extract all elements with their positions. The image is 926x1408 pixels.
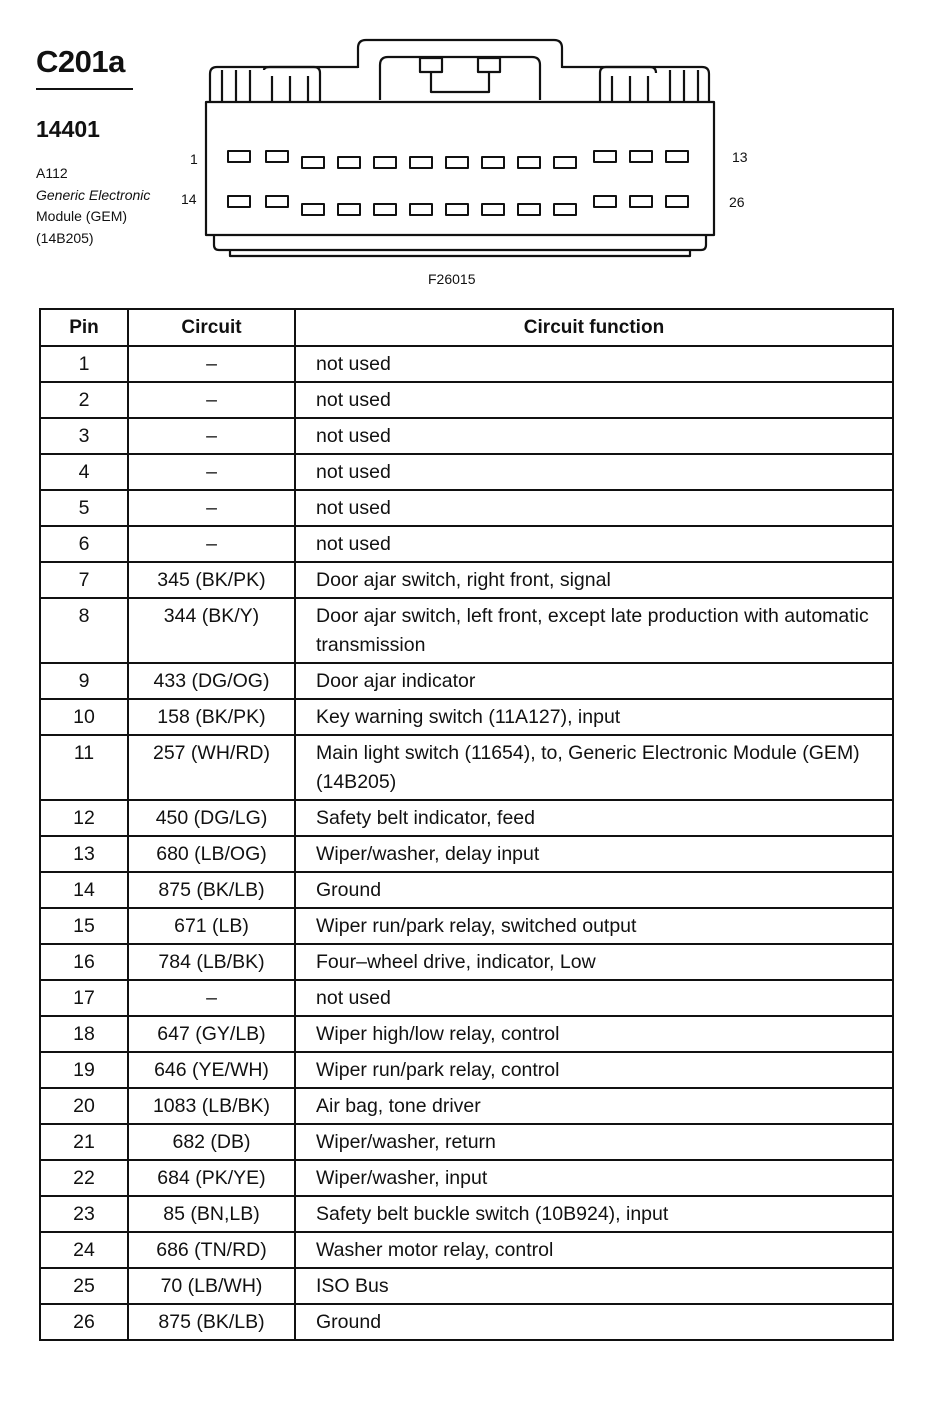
circuit-cell: 671 (LB)	[128, 908, 295, 944]
table-row	[40, 1124, 893, 1160]
circuit-cell: –	[128, 418, 295, 454]
function-cell: Door ajar switch, left front, except late production with automatic transmission	[295, 598, 893, 663]
pin-cell: 26	[40, 1304, 128, 1340]
table-row	[40, 1232, 893, 1268]
table-row	[40, 1196, 893, 1232]
function-cell: Wiper/washer, delay input	[295, 836, 893, 872]
circuit-cell: 450 (DG/LG)	[128, 800, 295, 836]
pin-cell: 2	[40, 382, 128, 418]
circuit-cell: –	[128, 980, 295, 1016]
pin-cell: 19	[40, 1052, 128, 1088]
pin-cell: 25	[40, 1268, 128, 1304]
pin-label-1: 1	[190, 151, 198, 167]
table-row	[40, 1160, 893, 1196]
table-row	[40, 663, 893, 699]
function-cell: not used	[295, 454, 893, 490]
circuit-cell: 682 (DB)	[128, 1124, 295, 1160]
pin-cell: 17	[40, 980, 128, 1016]
circuit-cell: –	[128, 382, 295, 418]
location-code: A112	[36, 165, 68, 181]
table-row	[40, 418, 893, 454]
pin-cell: 13	[40, 836, 128, 872]
connector-face-diagram	[0, 0, 926, 300]
circuit-cell: 345 (BK/PK)	[128, 562, 295, 598]
connector-code: C201a	[36, 44, 125, 79]
circuit-cell: 684 (PK/YE)	[128, 1160, 295, 1196]
function-cell: not used	[295, 980, 893, 1016]
function-cell: not used	[295, 418, 893, 454]
function-cell: ISO Bus	[295, 1268, 893, 1304]
function-cell: not used	[295, 490, 893, 526]
pin-cell: 11	[40, 735, 128, 800]
function-cell: Air bag, tone driver	[295, 1088, 893, 1124]
pin-cell: 8	[40, 598, 128, 663]
pin-label-14: 14	[181, 191, 197, 207]
table-row	[40, 944, 893, 980]
table-row	[40, 1304, 893, 1340]
function-cell: not used	[295, 382, 893, 418]
module-name-line1: Generic Electronic	[36, 186, 151, 203]
table-row	[40, 908, 893, 944]
circuit-cell: –	[128, 526, 295, 562]
table-row	[40, 735, 893, 800]
function-cell: Wiper run/park relay, control	[295, 1052, 893, 1088]
module-name-line2: Module (GEM)	[36, 208, 128, 224]
table-row	[40, 454, 893, 490]
pin-cell: 9	[40, 663, 128, 699]
circuit-cell: 344 (BK/Y)	[128, 598, 295, 663]
table-row	[40, 1016, 893, 1052]
table-row	[40, 1268, 893, 1304]
function-cell: Wiper run/park relay, switched output	[295, 908, 893, 944]
table-row	[40, 490, 893, 526]
function-cell: Washer motor relay, control	[295, 1232, 893, 1268]
function-cell: Four–wheel drive, indicator, Low	[295, 944, 893, 980]
function-cell: not used	[295, 346, 893, 382]
circuit-cell: 784 (LB/BK)	[128, 944, 295, 980]
pin-cell: 14	[40, 872, 128, 908]
function-cell: Wiper/washer, input	[295, 1160, 893, 1196]
pin-cell: 15	[40, 908, 128, 944]
function-cell: Ground	[295, 872, 893, 908]
pin-cell: 18	[40, 1016, 128, 1052]
pin-label-26: 26	[729, 194, 745, 210]
pin-cell: 6	[40, 526, 128, 562]
header-circuit-function: Circuit function	[295, 309, 893, 346]
pin-label-13: 13	[732, 149, 748, 165]
circuit-cell: 646 (YE/WH)	[128, 1052, 295, 1088]
table-row	[40, 562, 893, 598]
function-cell: not used	[295, 526, 893, 562]
pin-cell: 4	[40, 454, 128, 490]
circuit-cell: 257 (WH/RD)	[128, 735, 295, 800]
table-row	[40, 980, 893, 1016]
circuit-cell: –	[128, 490, 295, 526]
circuit-cell: 875 (BK/LB)	[128, 872, 295, 908]
pin-cell: 5	[40, 490, 128, 526]
table-row	[40, 836, 893, 872]
table-row	[40, 699, 893, 735]
table-row	[40, 382, 893, 418]
table-body	[40, 346, 893, 1340]
circuit-cell: 1083 (LB/BK)	[128, 1088, 295, 1124]
part-number: 14401	[36, 116, 100, 142]
circuit-cell: 647 (GY/LB)	[128, 1016, 295, 1052]
module-part-number: (14B205)	[36, 229, 94, 246]
circuit-cell: 875 (BK/LB)	[128, 1304, 295, 1340]
figure-id: F26015	[428, 271, 476, 287]
circuit-cell: 158 (BK/PK)	[128, 699, 295, 735]
pin-cell: 3	[40, 418, 128, 454]
circuit-cell: –	[128, 346, 295, 382]
table-row	[40, 526, 893, 562]
table-row	[40, 1052, 893, 1088]
pin-cell: 12	[40, 800, 128, 836]
table-row	[40, 346, 893, 382]
circuit-cell: –	[128, 454, 295, 490]
circuit-cell: 85 (BN,LB)	[128, 1196, 295, 1232]
table-header-row	[40, 309, 893, 346]
function-cell: Safety belt buckle switch (10B924), input	[295, 1196, 893, 1232]
function-cell: Door ajar switch, right front, signal	[295, 562, 893, 598]
pin-cell: 23	[40, 1196, 128, 1232]
function-cell: Wiper high/low relay, control	[295, 1016, 893, 1052]
circuit-cell: 433 (DG/OG)	[128, 663, 295, 699]
pin-cell: 1	[40, 346, 128, 382]
pin-cell: 24	[40, 1232, 128, 1268]
function-cell: Door ajar indicator	[295, 663, 893, 699]
circuit-cell: 680 (LB/OG)	[128, 836, 295, 872]
pin-cell: 16	[40, 944, 128, 980]
pin-cell: 20	[40, 1088, 128, 1124]
function-cell: Main light switch (11654), to, Generic Electronic Module (GEM) (14B205)	[295, 735, 893, 800]
table-row	[40, 1088, 893, 1124]
function-cell: Ground	[295, 1304, 893, 1340]
pin-cell: 7	[40, 562, 128, 598]
function-cell: Safety belt indicator, feed	[295, 800, 893, 836]
function-cell: Wiper/washer, return	[295, 1124, 893, 1160]
pinout-table	[39, 308, 894, 1341]
circuit-cell: 686 (TN/RD)	[128, 1232, 295, 1268]
table-row	[40, 872, 893, 908]
function-cell: Key warning switch (11A127), input	[295, 699, 893, 735]
table-row	[40, 598, 893, 663]
table-row	[40, 800, 893, 836]
circuit-cell: 70 (LB/WH)	[128, 1268, 295, 1304]
pin-cell: 10	[40, 699, 128, 735]
header-pin: Pin	[40, 309, 128, 346]
header-circuit: Circuit	[128, 309, 295, 346]
pin-cell: 21	[40, 1124, 128, 1160]
pin-cell: 22	[40, 1160, 128, 1196]
